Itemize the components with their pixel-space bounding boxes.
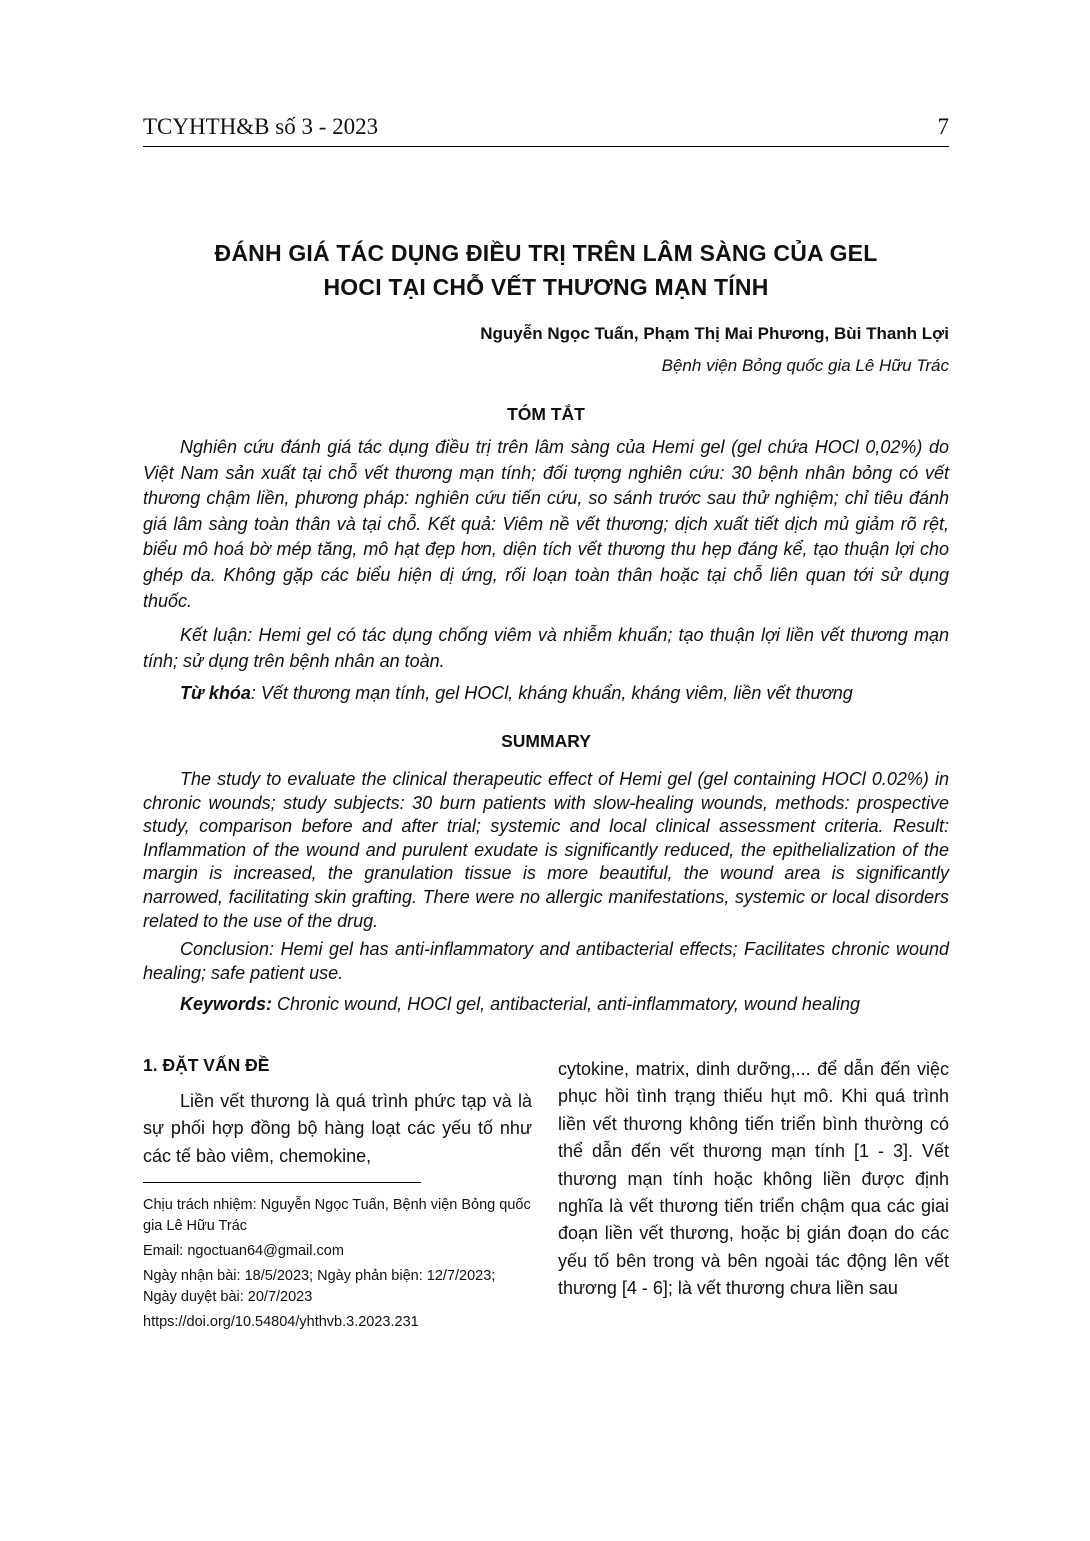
footnote-email: Email: ngoctuan64@gmail.com — [143, 1243, 344, 1260]
intro-paragraph-left: Liền vết thương là quá trình phức tạp và là sự phối hợp đồng bộ hàng loạt các yếu tố như các tế bào viêm, chemokine, — [143, 1091, 532, 1166]
page-number: 7 — [937, 114, 949, 139]
intro-paragraph-right: cytokine, matrix, dinh dưỡng,... để dẫn đến việc phục hồi tình trạng thiếu hụt mô. Khi quá trình liền vết thương không tiến triển bình thường có thể dẫn đến vết thương mạn tính [1 - 3]. Vết thương mạn tính hoặc không liền được định nghĩa là vết thương tiến triển chậm qua các giai đoạn liền vết thương, hoặc bị gián đoạn do các yếu tố bên trong và bên ngoài tác động lên vết thương [4 - 6]; là vết thương chưa liền sau — [558, 1059, 949, 1299]
vi-abstract-conclusion: Kết luận: Hemi gel có tác dụng chống viêm và nhiễm khuẩn; tạo thuận lợi liền vết thương mạn tính; sử dụng trên bệnh nhân an toàn. — [143, 625, 949, 671]
en-keywords-label: Keywords: — [180, 994, 273, 1014]
vi-keywords-label: Từ khóa — [180, 683, 251, 703]
section-heading: 1. ĐẶT VẤN ĐỀ — [143, 1055, 270, 1075]
footnote-dates: Ngày nhận bài: 18/5/2023; Ngày phản biện: 12/7/2023; Ngày duyệt bài: 20/7/2023 — [143, 1268, 496, 1306]
affiliation: Bệnh viện Bỏng quốc gia Lê Hữu Trác — [661, 356, 949, 375]
left-column — [143, 1055, 532, 1337]
right-column — [558, 1056, 949, 1303]
footnotes — [143, 1195, 532, 1333]
en-abstract-heading: SUMMARY — [501, 731, 591, 751]
journal-issue: TCYHTH&B số 3 - 2023 — [143, 114, 379, 139]
running-header — [143, 112, 949, 147]
en-keywords — [143, 992, 949, 1018]
en-abstract-conclusion: Conclusion: Hemi gel has anti-inflammatory and antibacterial effects; Facilitates chronic wound healing; safe patient use. — [143, 939, 949, 983]
vi-keywords — [143, 681, 949, 707]
title-line-2: HOCI TẠI CHỖ VẾT THƯƠNG MẠN TÍNH — [323, 274, 769, 300]
title-line-1: ĐÁNH GIÁ TÁC DỤNG ĐIỀU TRỊ TRÊN LÂM SÀNG CỦA GEL — [214, 240, 878, 266]
vi-abstract-heading: TÓM TẮT — [507, 404, 585, 424]
footnote-doi: https://doi.org/10.54804/yhthvb.3.2023.231 — [143, 1314, 419, 1331]
authors: Nguyễn Ngọc Tuấn, Phạm Thị Mai Phương, Bùi Thanh Lợi — [480, 324, 949, 343]
vi-keywords-text: : Vết thương mạn tính, gel HOCl, kháng khuẩn, kháng viêm, liền vết thương — [250, 683, 853, 703]
footnote-divider — [143, 1182, 421, 1183]
en-keywords-text: Chronic wound, HOCl gel, antibacterial, anti-inflammatory, wound healing — [272, 994, 860, 1014]
footnote-responsible: Chịu trách nhiệm: Nguyễn Ngọc Tuấn, Bệnh viện Bỏng quốc gia Lê Hữu Trác — [143, 1197, 531, 1235]
article-title — [143, 236, 949, 304]
vi-abstract-body: Nghiên cứu đánh giá tác dụng điều trị trên lâm sàng của Hemi gel (gel chứa HOCl 0,02%) do Việt Nam sản xuất tại chỗ vết thương mạn tính; đối tượng nghiên cứu: 30 bệnh nhân bỏng có vết thương chậm liền, phương pháp: nghiên cứu tiến cứu, so sánh trước sau thử nghiệm; chỉ tiêu đánh giá lâm sàng toàn thân và tại chỗ. Kết quả: Viêm nề vết thương; dịch xuất tiết dịch mủ giảm rõ rệt, biểu mô hoá bờ mép tăng, mô hạt đẹp hơn, diện tích vết thương thu hẹp đáng kể, tạo thuận lợi cho ghép da. Không gặp các biểu hiện dị ứng, rối loạn toàn thân hoặc tại chỗ liên quan tới sử dụng thuốc. — [143, 437, 949, 611]
en-abstract-body: The study to evaluate the clinical therapeutic effect of Hemi gel (gel containing HOCl 0.02%) in chronic wounds; study subjects: 30 burn patients with slow-healing wounds, methods: prospective study, comparison before and after trial; systemic and local clinical assessment criteria. Result: Inflammation of the wound and purulent exudate is significantly reduced, the epithelialization of the margin is increased, the granulation tissue is more beautiful, the wound area is significantly narrowed, facilitating skin grafting. There were no allergic manifestations, systemic or local disorders related to the use of the drug. — [143, 769, 949, 931]
